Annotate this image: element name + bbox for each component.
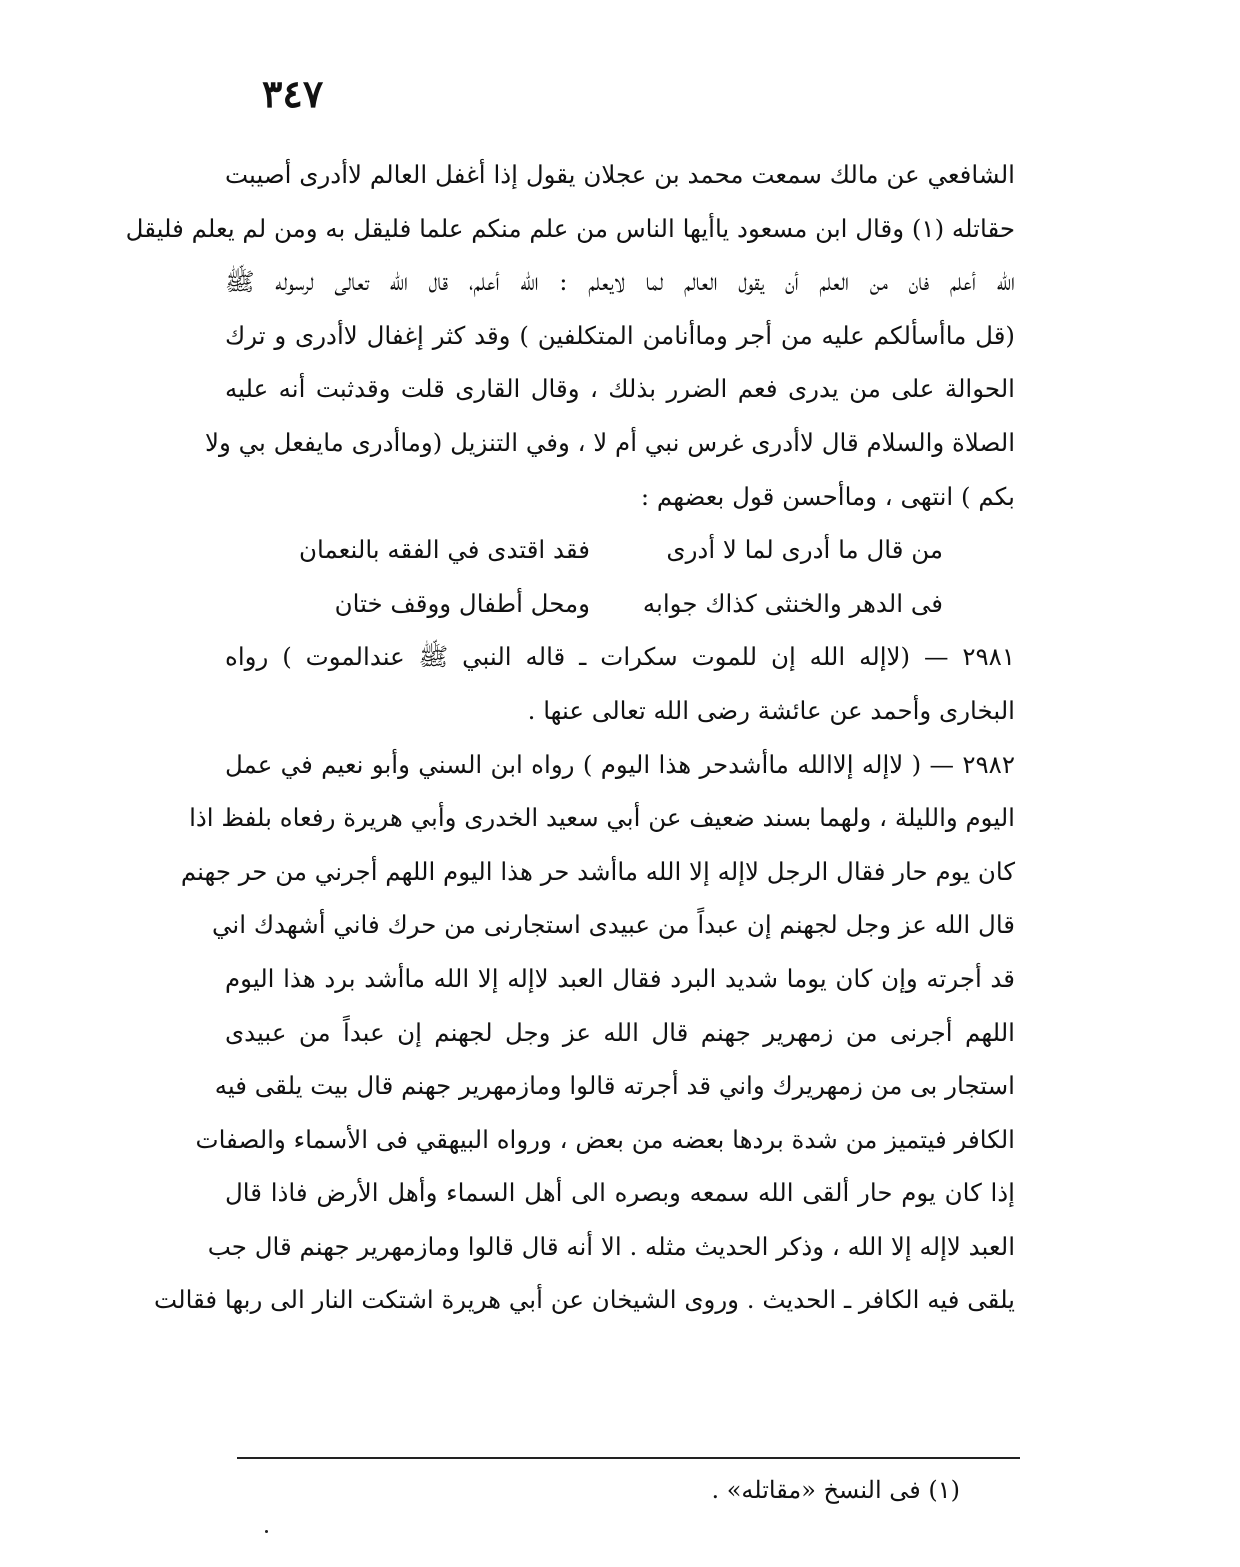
text-line: الحوالة على من يدرى فعم الضرر بذلك ، وقال القارى قلت وقدثبت أنه عليه — [225, 374, 1015, 404]
text-line: اللهم أجرنى من زمهرير جهنم قال الله عز وجل لجهنم إن عبداً من عبيدى — [225, 1017, 1015, 1047]
text-line: قال الله عز وجل لجهنم إن عبداً من عبيدى استجارنى من حرك فاني أشهدك اني — [211, 910, 1015, 940]
text-line: يلقى فيه الكافر ـ الحديث . وروى الشيخان عن أبي هريرة اشتكت النار الى ربها فقالت — [154, 1285, 1015, 1315]
text-line: كان يوم حار فقال الرجل لاإله إلا الله ماأشد حر هذا اليوم اللهم أجرني من حر جهنم — [180, 856, 1015, 886]
text-line: قد أجرته وإن كان يوما شديد البرد فقال العبد لاإله إلا الله ماأشد برد هذا اليوم — [225, 963, 1015, 993]
page-number: ٣٤٧ — [262, 71, 324, 116]
verse-first-hemistich: من قال ما أدرى لما لا أدرى — [666, 535, 943, 565]
text-line: العبد لاإله إلا الله ، وذكر الحديث مثله . الا أنه قال قالوا ومازمهرير جهنم قال جب — [207, 1231, 1015, 1261]
text-line: الكافر فيتميز من شدة بردها بعضه من بعض ، ورواه البيهقي فى الأسماء والصفات — [195, 1124, 1015, 1154]
poem-verse — [225, 577, 1015, 631]
verse-second-hemistich: فقد اقتدى في الفقه بالنعمان — [299, 535, 590, 565]
text-line: بكم ) انتهى ، وماأحسن قول بعضهم : — [640, 481, 1015, 511]
text-line: الشافعي عن مالك سمعت محمد بن عجلان يقول إذا أغفل العالم لاأدرى أصيبت — [225, 160, 1015, 189]
hadith-2981-line: ٢٩٨١ — (لاإله الله إن للموت سكرات ـ قاله النبي ﷺ عندالموت ) رواه — [225, 642, 1015, 672]
hadith-2982-line: ٢٩٨٢ — ( لاإله إلاالله ماأشدحر هذا اليوم ) رواه ابن السني وأبو نعيم في عمل — [225, 749, 1015, 779]
text-line: البخارى وأحمد عن عائشة رضى الله تعالى عنها . — [527, 695, 1015, 725]
text-line: استجار بى من زمهريرك واني قد أجرته قالوا ومازمهرير جهنم قال بيت يلقى فيه — [214, 1071, 1015, 1101]
text-line: (قل ماأسألكم عليه من أجر وماأنامن المتكلفين ) وقد كثر إغفال لاأدرى و ترك — [225, 320, 1015, 350]
text-line: حقاتله (١) وقال ابن مسعود ياأيها الناس من علم منكم علما فليقل به ومن لم يعلم فليقل — [125, 213, 1015, 243]
scan-speck — [265, 1530, 268, 1533]
text-line: الله أعلم فان من العلم أن يقول العالم لما لايعلم : الله أعلم، قال الله تعالى لرسوله ﷺ — [225, 267, 1015, 297]
footnote-divider — [237, 1457, 1020, 1459]
verse-first-hemistich: فى الدهر والخنثى كذاك جوابه — [642, 588, 943, 618]
body-text — [125, 148, 1015, 1327]
poem-verse — [225, 523, 1015, 577]
footnote: (١) فى النسخ «مقاتله» . — [711, 1476, 960, 1504]
text-line: إذا كان يوم حار ألقى الله سمعه وبصره الى أهل السماء وأهل الأرض فاذا قال — [225, 1178, 1015, 1208]
text-line: الصلاة والسلام قال لاأدرى غرس نبي أم لا ، وفي التنزيل (وماأدرى مايفعل بي ولا — [205, 427, 1015, 457]
text-line: اليوم والليلة ، ولهما بسند ضعيف عن أبي سعيد الخدرى وأبي هريرة رفعاه بلفظ اذا — [189, 803, 1015, 833]
verse-second-hemistich: ومحل أطفال ووقف ختان — [334, 588, 590, 618]
